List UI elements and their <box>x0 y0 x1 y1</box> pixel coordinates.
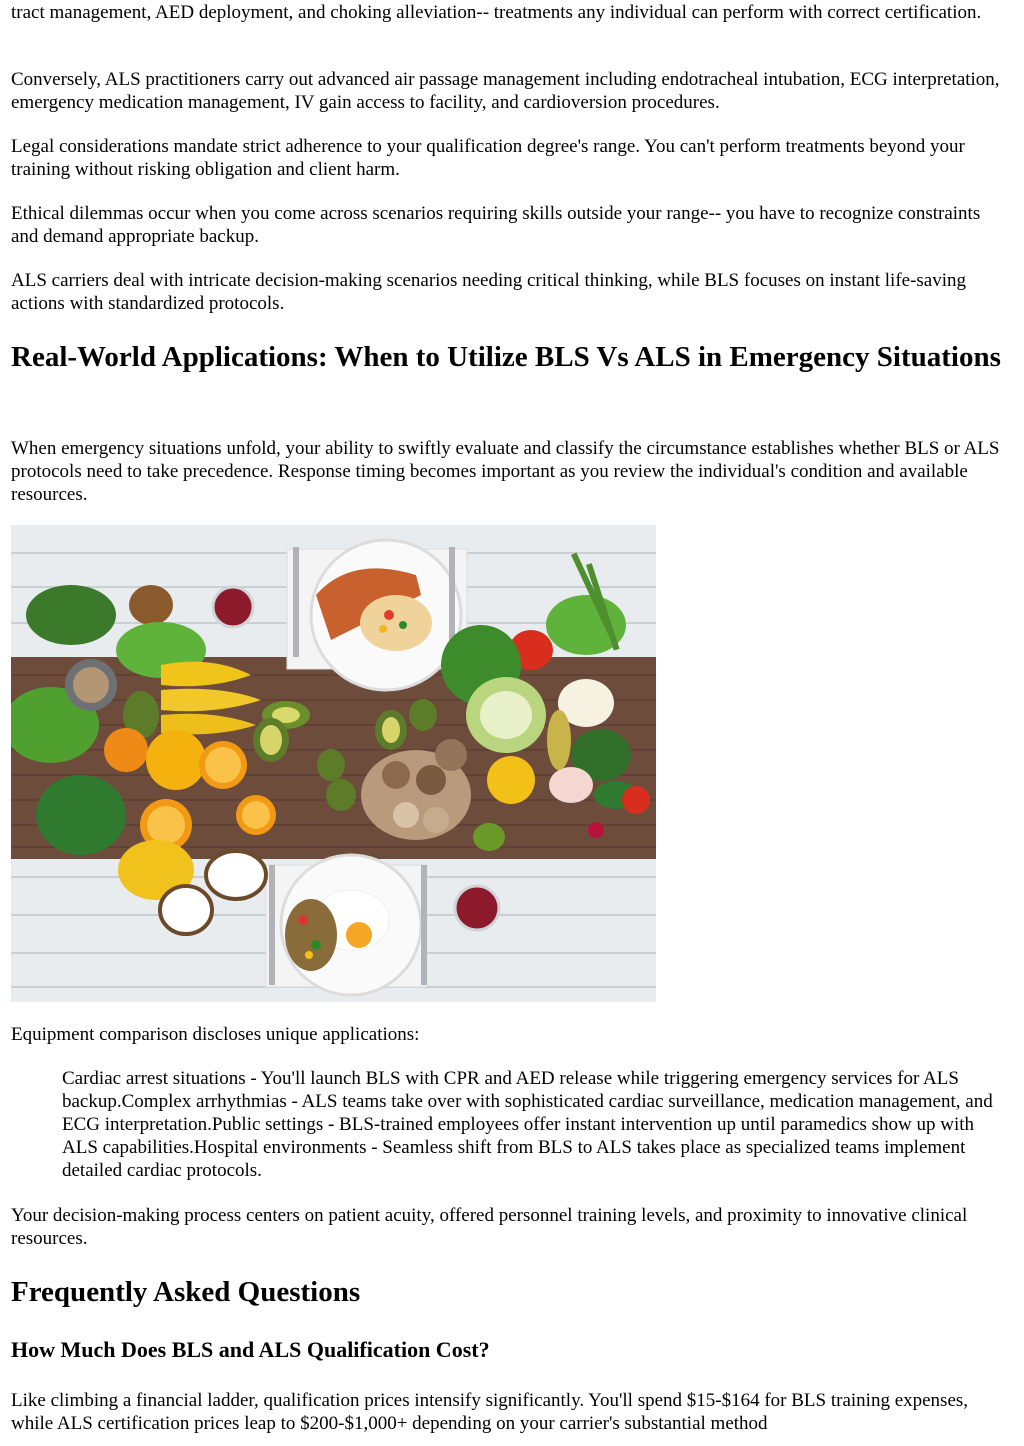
paragraph-decision-process: Your decision-making process centers on patient acuity, offered personnel training levels, and proximity to innovative clinical resources. <box>11 1205 968 1249</box>
paragraph-equipment: Equipment comparison discloses unique applications: <box>11 1024 420 1045</box>
paragraph-emergency: When emergency situations unfold, your ability to swiftly evaluate and classify the circumstance establishes whether BLS or ALS protocols need to take precedence. Response timing becomes important as you review the individual's condition and available resources. <box>11 438 1000 505</box>
paragraph-legal: Legal considerations mandate strict adherence to your qualification degree's range. You can't perform treatments beyond your training without risking obligation and client harm. <box>11 136 965 180</box>
paragraph-cost-answer: Like climbing a financial ladder, qualification prices intensify significantly. You'll spend $15-$164 for BLS training expenses, while ALS certification prices leap to $200-$1,000+ depending on your carrier's substantial method <box>11 1390 969 1434</box>
food-table-photo <box>11 525 656 1002</box>
paragraph-bls-scope: tract management, AED deployment, and choking alleviation-- treatments any individual can perform with correct certification. <box>11 2 982 23</box>
paragraph-als-scope: Conversely, ALS practitioners carry out advanced air passage management including endotracheal intubation, ECG interpretation, emergency medication management, IV gain access to facility, and cardioversion procedures. <box>11 69 1000 113</box>
heading-real-world: Real-World Applications: When to Utilize BLS Vs ALS in Emergency Situations <box>11 341 1001 373</box>
applications-quote: Cardiac arrest situations - You'll launch BLS with CPR and AED release while triggering emergency services for ALS backup.Complex arrhythmias - ALS teams take over with sophisticated cardiac surveillance, medication management, and ECG interpretation.Public settings - BLS-trained employees offer instant intervention up until paramedics show up with ALS capabilities.Hospital environments - Seamless shift from BLS to ALS takes place as specialized teams implement detailed cardiac protocols. <box>62 1068 993 1181</box>
paragraph-ethical: Ethical dilemmas occur when you come across scenarios requiring skills outside your range-- you have to recognize constraints and demand appropriate backup. <box>11 203 981 247</box>
heading-cost-question: How Much Does BLS and ALS Qualification Cost? <box>11 1337 490 1362</box>
paragraph-decision: ALS carriers deal with intricate decision-making scenarios needing critical thinking, while BLS focuses on instant life-saving actions with standardized protocols. <box>11 270 967 314</box>
heading-faq: Frequently Asked Questions <box>11 1276 361 1308</box>
